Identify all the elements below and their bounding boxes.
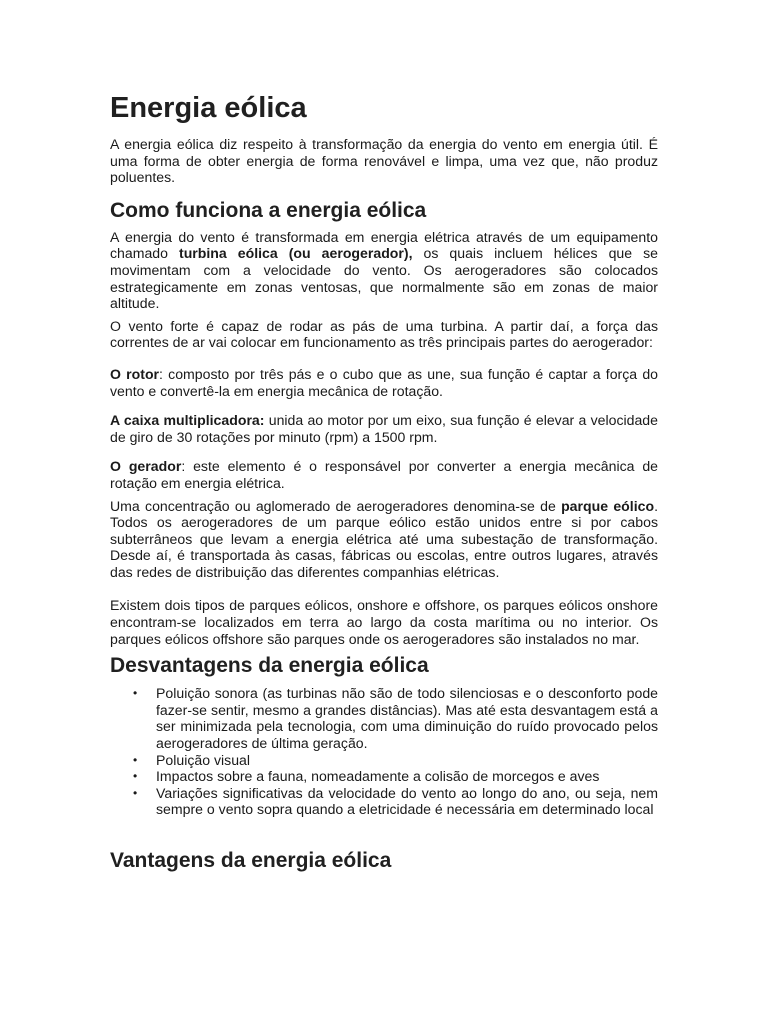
paragraph-parque-eolico [110, 498, 658, 581]
bullet-icon: • [133, 769, 138, 784]
list-item [110, 752, 658, 769]
list-item-text: Variações significativas da velocidade do vento ao longo do ano, ou seja, nem sempre o vento sopra quando a eletricidade é necessária em determinado local [156, 784, 658, 818]
section-heading-vantagens: Vantagens da energia eólica [110, 849, 392, 872]
paragraph-tipos-parques: Existem dois tipos de parques eólicos, onshore e offshore, os parques eólicos onshore encontram-se localizados em terra ao largo da costa marítima ou no interior. Os parques eólicos offshore são parques onde os aerogeradores são instalados no mar. [110, 597, 658, 647]
rotor-text: : composto por três pás e o cubo que as une, sua função é captar a força do vento e convertê-la em energia mecânica de rotação. [110, 365, 658, 399]
gerador-label: O gerador [110, 458, 182, 475]
paragraph-turbina-text-b: os quais incluem hélices que se movimentam com a velocidade do vento. Os aerogeradores são colocados estrategicamente em zonas ventosas, que normalmente são em zonas de maior altitude. [110, 245, 658, 312]
rotor-label: O rotor [110, 365, 160, 382]
caixa-label: A caixa multiplicadora: [110, 412, 265, 429]
paragraph-caixa-multiplicadora [110, 412, 658, 445]
paragraph-turbina [110, 229, 658, 312]
gerador-text: : este elemento é o responsável por converter a energia mecânica de rotação em energia elétrica. [110, 458, 658, 491]
list-item-text: Impactos sobre a fauna, nomeadamente a colisão de morcegos e aves [156, 768, 600, 785]
desvantagens-list [110, 685, 658, 818]
list-item [110, 768, 658, 785]
paragraph-turbina-bold: turbina eólica (ou aerogerador), [179, 245, 413, 262]
parque-text-a: Uma concentração ou aglomerado de aerogeradores denomina-se de [110, 497, 562, 514]
bullet-icon: • [133, 686, 138, 701]
parque-text-b: . Todos os aerogeradores de um parque eólico estão unidos entre si por cabos subterrâneos que levam a energia elétrica até uma subestação de transformação. Desde aí, é transportada às casas, fábricas ou escolas, entre outros lugares, através das redes de distribuição das diferentes companhias elétricas. [110, 497, 658, 580]
paragraph-gerador [110, 458, 658, 491]
caixa-text: unida ao motor por um eixo, sua função é elevar a velocidade de giro de 30 rotações por minuto (rpm) a 1500 rpm. [110, 412, 658, 445]
document-content [110, 90, 658, 878]
section-heading-desvantagens: Desvantagens da energia eólica [110, 654, 429, 678]
list-item [110, 685, 658, 751]
document-title: Energia eólica [110, 92, 307, 124]
paragraph-vento-forte: O vento forte é capaz de rodar as pás de uma turbina. A partir daí, a força das correntes de ar vai colocar em funcionamento as três principais partes do aerogerador: [110, 317, 658, 351]
section-heading-como-funciona: Como funciona a energia eólica [110, 198, 427, 222]
bullet-icon: • [133, 785, 138, 800]
list-item-text: Poluição visual [156, 751, 251, 768]
paragraph-rotor [110, 366, 658, 399]
list-item [110, 785, 658, 818]
paragraph-turbina-text-a: A energia do vento é transformada em energia elétrica através de um equipamento chamado [110, 228, 658, 262]
list-item-text: Poluição sonora (as turbinas não são de todo silenciosas e o desconforto pode fazer-se sentir, mesmo a grandes distâncias). Mas até esta desvantagem está a ser minimizada pela tecnologia, com uma diminuição do ruído provocado pelos aerogeradores de última geração. [156, 685, 658, 752]
parque-bold: parque eólico [561, 497, 655, 514]
intro-paragraph: A energia eólica diz respeito à transformação da energia do vento em energia útil. É uma forma de obter energia de forma renovável e limpa, uma vez que, não produz poluentes. [110, 136, 658, 186]
bullet-icon: • [133, 752, 138, 767]
